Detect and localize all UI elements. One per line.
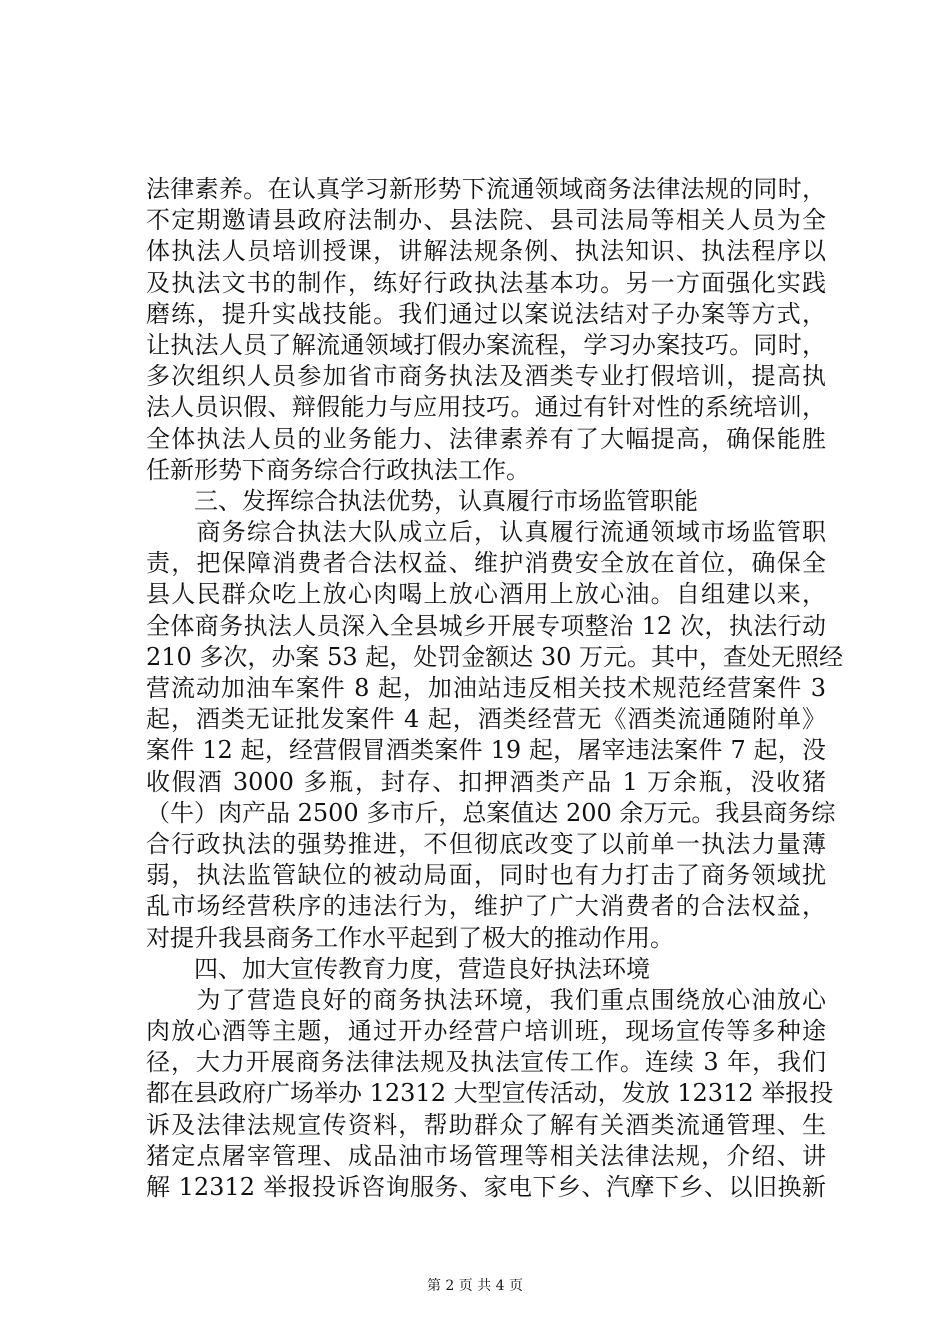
text-line: 解 12312 举报投诉咨询服务、家电下乡、汽摩下乡、以旧换新: [146, 1173, 826, 1201]
text-line: 案件 12 起，经营假冒酒类案件 19 起，屠宰违法案件 7 起，没: [146, 736, 826, 765]
text-line: 210 多次，办案 53 起，处罚金额达 30 万元。其中，查处无照经: [146, 642, 844, 671]
text-line: 全体商务执法人员深入全县城乡开展专项整治 12 次，执法行动: [146, 611, 826, 640]
text-line: 肉放心酒等主题，通过开办经营户培训班，现场宣传等多种途: [146, 1017, 826, 1046]
text-line: 多次组织人员参加省市商务执法及酒类专业打假培训，提高执: [146, 362, 826, 391]
text-line: 诉及法律法规宣传资料，帮助群众了解有关酒类流通管理、生: [146, 1110, 826, 1139]
text-line: 不定期邀请县政府法制办、县法院、县司法局等相关人员为全: [146, 206, 826, 235]
text-line: 营流动加油车案件 8 起，加油站违反相关技术规范经营案件 3: [146, 674, 826, 702]
text-line: 法人员识假、辩假能力与应用技巧。通过有针对性的系统培训，: [146, 393, 826, 422]
text-line: 合行政执法的强势推进，不但彻底改变了以前单一执法力量薄: [146, 829, 826, 858]
text-line: 全体执法人员的业务能力、法律素养有了大幅提高，确保能胜: [146, 424, 826, 453]
section-heading: 三、发挥综合执法优势，认真履行市场监管职能: [146, 486, 698, 515]
text-line: 及执法文书的制作，练好行政执法基本功。另一方面强化实践: [146, 268, 826, 297]
document-body: [146, 174, 844, 1203]
section-heading: 四、加大宣传教育力度，营造良好执法环境: [146, 954, 650, 983]
text-line: 体执法人员培训授课，讲解法规条例、执法知识、执法程序以: [146, 237, 826, 266]
text-line: 都在县政府广场举办 12312 大型宣传活动，发放 12312 举报投: [146, 1079, 834, 1108]
text-line: 让执法人员了解流通领域打假办案流程，学习办案技巧。同时，: [146, 330, 826, 359]
text-line: （牛）肉产品 2500 多市斤，总案值达 200 余万元。我县商务综: [146, 798, 836, 827]
text-line: 法律素养。在认真学习新形势下流通领域商务法律法规的同时，: [146, 175, 826, 203]
text-line: 收假酒 3000 多瓶，封存、扣押酒类产品 1 万余瓶，没收猪: [146, 767, 826, 796]
text-line: 为了营造良好的商务执法环境，我们重点围绕放心油放心: [146, 985, 826, 1014]
text-line: 径，大力开展商务法律法规及执法宣传工作。连续 3 年，我们: [146, 1048, 826, 1077]
page-footer: 第 2 页 共 4 页: [426, 1278, 524, 1294]
text-line: 弱，执法监管缺位的被动局面，同时也有力打击了商务领域扰: [146, 861, 826, 890]
text-line: 对提升我县商务工作水平起到了极大的推动作用。: [146, 923, 674, 952]
text-line: 责，把保障消费者合法权益、维护消费安全放在首位，确保全: [146, 549, 826, 578]
text-line: 任新形势下商务综合行政执法工作。: [146, 455, 530, 484]
text-line: 起，酒类无证批发案件 4 起，酒类经营无《酒类流通随附单》: [146, 705, 826, 734]
text-line: 猪定点屠宰管理、成品油市场管理等相关法律法规，介绍、讲: [146, 1141, 826, 1170]
text-line: 磨练，提升实战技能。我们通过以案说法结对子办案等方式，: [146, 299, 826, 328]
text-line: 商务综合执法大队成立后，认真履行流通领域市场监管职: [146, 518, 826, 547]
text-line: 县人民群众吃上放心肉喝上放心酒用上放心油。自组建以来，: [146, 580, 826, 609]
text-line: 乱市场经营秩序的违法行为，维护了广大消费者的合法权益，: [146, 892, 826, 921]
